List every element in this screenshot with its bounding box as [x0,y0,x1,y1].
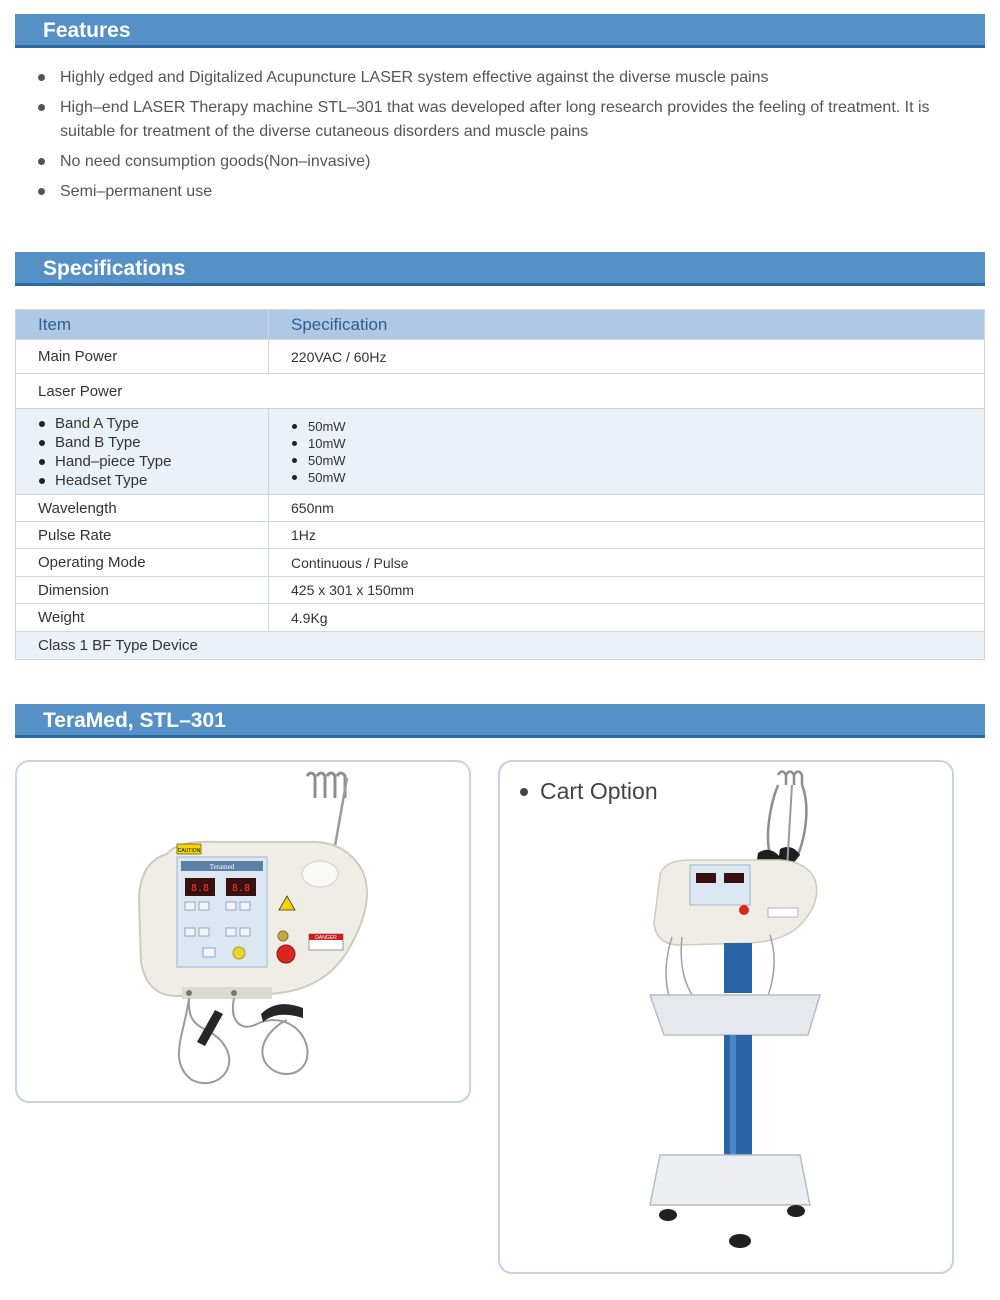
header-specification: Specification [269,310,985,340]
panel-brand: Teramed [209,863,235,871]
specifications-header [15,252,985,286]
laser-device-illustration [17,762,469,1101]
laser-value-item: 10mW [291,435,984,452]
headset-coil [307,773,345,798]
cart-display-left [696,873,716,883]
port-right[interactable] [231,990,237,996]
pulse-rate-value: 1Hz [269,522,985,549]
specifications-title: Specifications [43,257,186,280]
device-image-frame [15,760,471,1103]
cart-danger-label [768,908,798,917]
table-header-row [16,310,985,340]
cart-pole-lower [724,1035,752,1163]
header-item: Item [16,310,269,340]
product-title: TeraMed, STL–301 [43,709,226,732]
laser-power-label: Laser Power [16,374,985,409]
laser-value-item: 50mW [291,469,984,486]
specifications-table [15,309,985,660]
feature-item: Semi–permanent use [36,180,982,204]
table-row [16,522,985,549]
display-left-digits: 8.8 [190,883,210,894]
port-strip [182,987,272,999]
caution-text: CAUTION [177,848,201,854]
cart-control-panel [690,865,750,905]
cart-base [650,1155,810,1205]
display-right-digits: 8.8 [231,883,251,894]
cart-wheels [659,1205,805,1248]
product-header [15,704,985,738]
cart-pole-highlight [730,1035,736,1163]
wavelength-label: Wavelength [16,495,269,522]
dimension-label: Dimension [16,577,269,604]
control-panel [177,857,267,967]
features-header [15,14,985,48]
emergency-stop-button[interactable] [277,945,295,963]
coil-holder [302,861,338,887]
main-power-value: 220VAC / 60Hz [269,340,985,374]
cart-option-label: Cart Option [518,778,658,805]
weight-label: Weight [16,604,269,632]
features-list [36,66,982,210]
laser-type-item: Hand–piece Type [38,452,268,471]
cart-illustration [620,765,850,1255]
laser-type-item: Band A Type [38,414,268,433]
start-button[interactable] [233,947,245,959]
laser-value-item: 50mW [291,452,984,469]
main-power-label: Main Power [16,340,269,374]
operating-mode-value: Continuous / Pulse [269,549,985,577]
laser-type-item: Band B Type [38,433,268,452]
dimension-value: 425 x 301 x 150mm [269,577,985,604]
laser-values-cell [269,409,985,495]
table-row [16,632,985,660]
cart-headset-coil [768,772,806,856]
danger-text: DANGER [315,935,337,941]
laser-value-item: 50mW [291,418,984,435]
feature-item: No need consumption goods(Non–invasive) [36,150,982,174]
table-row [16,549,985,577]
pulse-rate-label: Pulse Rate [16,522,269,549]
weight-value: 4.9Kg [269,604,985,632]
laser-values-list [291,418,984,486]
cart-display-right [724,873,744,883]
key-switch[interactable] [278,931,288,941]
laser-types-list [38,414,268,490]
laser-types-cell [16,409,269,495]
feature-item: High–end LASER Therapy machine STL–301 that was developed after long research provides the feeling of treatment. It is suitable for treatment of the diverse cutaneous disorders and muscle pains [36,96,982,144]
cart-tray [650,995,820,1035]
clip-right [261,1004,303,1022]
operating-mode-label: Operating Mode [16,549,269,577]
laser-type-item: Headset Type [38,471,268,490]
table-row [16,495,985,522]
table-row [16,409,985,495]
table-row [16,374,985,409]
table-row [16,577,985,604]
class-note: Class 1 BF Type Device [16,632,985,660]
cart-pole-upper [724,943,752,993]
port-left[interactable] [186,990,192,996]
feature-item: Highly edged and Digitalized Acupuncture LASER system effective against the diverse muscle pains [36,66,982,90]
wavelength-value: 650nm [269,495,985,522]
cart-emergency-button[interactable] [739,905,749,915]
features-title: Features [43,19,131,42]
table-row [16,340,985,374]
table-row [16,604,985,632]
